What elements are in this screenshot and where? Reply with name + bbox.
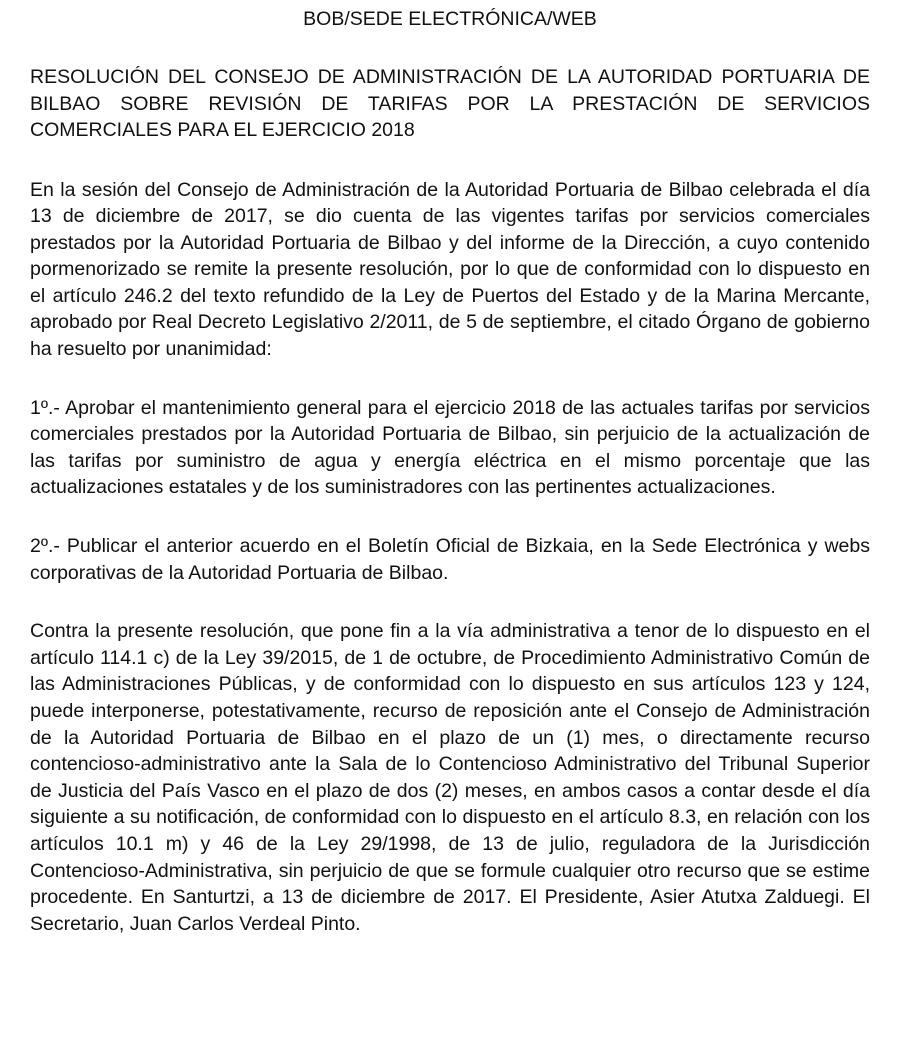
- paragraph-resolution-1: 1º.- Aprobar el mantenimiento general para el ejercicio 2018 de las actuales tarifas por servicios comerciales prestados por la Autoridad Portuaria de Bilbao, sin perjuicio de la actualización de las tarifas por suministro de agua y energía eléctrica en el mismo porcentaje que las actualizaciones estatales y de los suministradores con las pertinentes actualizaciones.: [30, 396, 870, 499]
- paragraph-resolution-2: 2º.- Publicar el anterior acuerdo en el Boletín Oficial de Bizkaia, en la Sede Electrónica y webs corporativas de la Autoridad Portuaria de Bilbao.: [30, 535, 870, 584]
- document-title: RESOLUCIÓN DEL CONSEJO DE ADMINISTRACIÓN DE LA AUTORIDAD PORTUARIA DE BILBAO SOBRE REVISIÓN DE TARIFAS POR LA PRESTACIÓN DE SERVICIOS COMERCIALES PARA EL EJERCICIO 2018: [30, 66, 870, 141]
- paragraph-session: En la sesión del Consejo de Administración de la Autoridad Portuaria de Bilbao celebrada el día 13 de diciembre de 2017, se dio cuenta de las vigentes tarifas por servicios comerciales prestados por la Autoridad Portuaria de Bilbao y del informe de la Dirección, a cuyo contenido pormenorizado se remite la presente resolución, por lo que de conformidad con lo dispuesto en el artículo 246.2 del texto refundido de la Ley de Puertos del Estado y de la Marina Mercante, aprobado por Real Decreto Legislativo 2/2011, de 5 de septiembre, el citado Órgano de gobierno ha resuelto por unanimidad:: [30, 178, 870, 361]
- paragraph-appeal: Contra la presente resolución, que pone fin a la vía administrativa a tenor de lo dispuesto en el artículo 114.1 c) de la Ley 39/2015, de 1 de octubre, de Procedimiento Administrativo Común de las Administraciones Públicas, y de conformidad con lo dispuesto en sus artículos 123 y 124, puede interponerse, potestativamente, recurso de reposición ante el Consejo de Administración de la Autoridad Portuaria de Bilbao en el plazo de un (1) mes, o directamente recurso contencioso-administrativo ante la Sala de lo Contencioso Administrativo del Tribunal Superior de Justicia del País Vasco en el plazo de dos (2) meses, en ambos casos a contar desde el día siguiente a su notificación, de conformidad con lo dispuesto en el artículo 8.3, en relación con los artículos 10.1 m) y 46 de la Ley 29/1998, de 13 de julio, reguladora de la Jurisdicción Contencioso-Administrativa, sin perjuicio de que se formule cualquier otro recurso que se estime procedente. En Santurtzi, a 13 de diciembre de 2017. El Presidente, Asier Atutxa Zalduegi. El Secretario, Juan Carlos Verdeal Pinto.: [30, 620, 870, 935]
- document-header: BOB/SEDE ELECTRÓNICA/WEB: [303, 8, 597, 30]
